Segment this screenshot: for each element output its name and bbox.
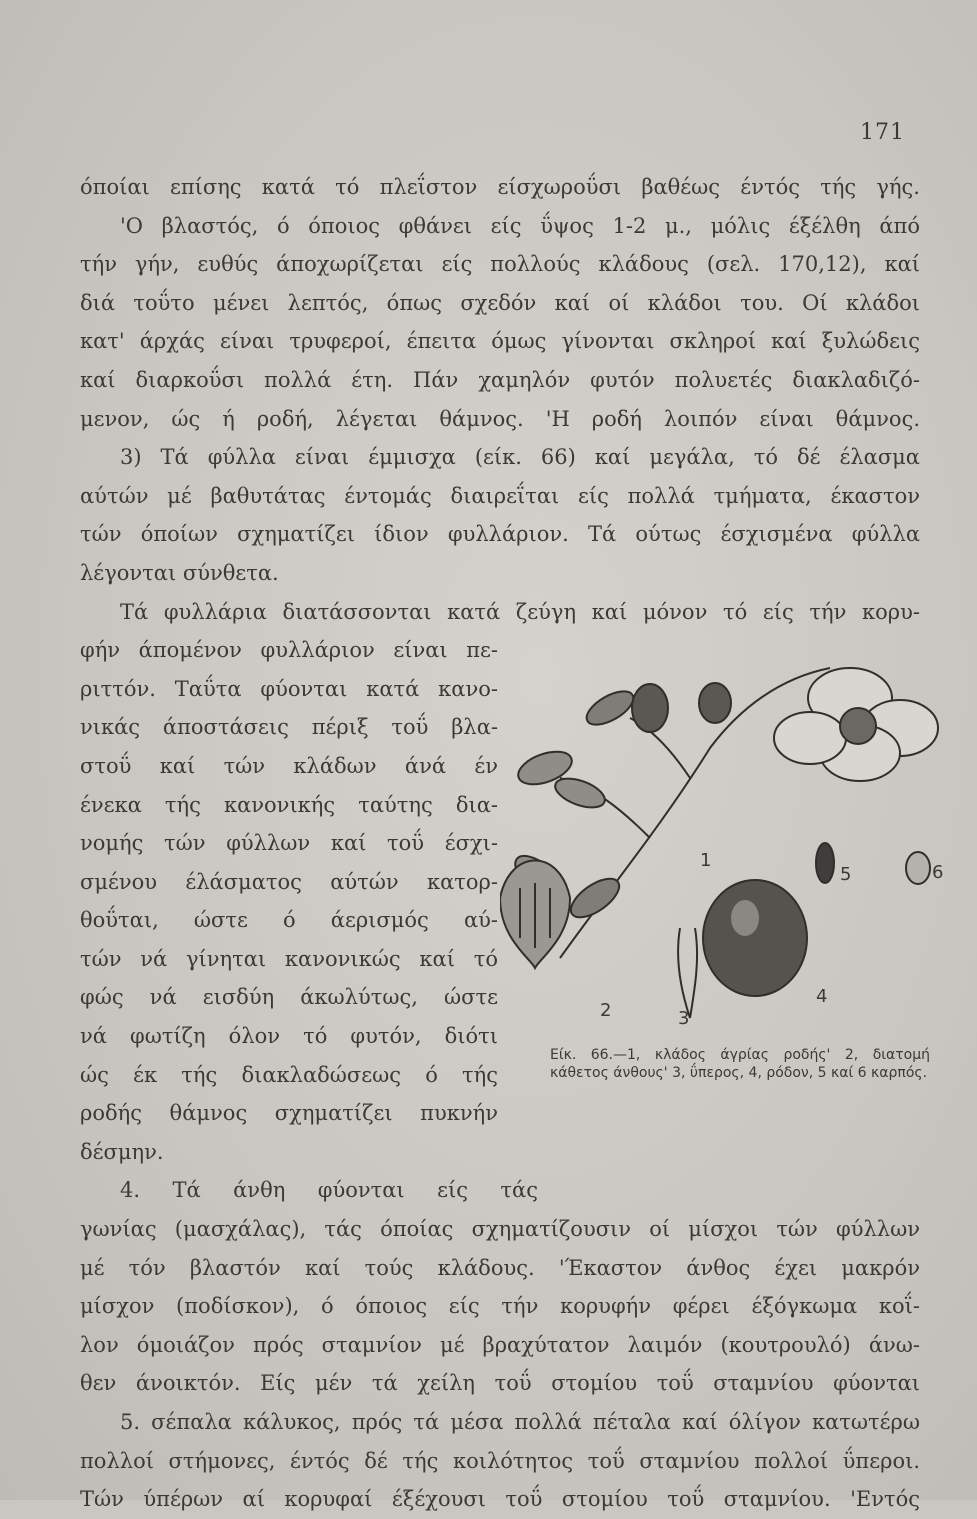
rose-flower	[774, 668, 938, 781]
figure-label: 5	[840, 864, 852, 885]
figure-label: 1	[700, 850, 712, 871]
text-line: γωνίας (μασχάλας), τάς όποίας σχηματίζουσιν οί μίσχοι τών φύλλων	[80, 1217, 920, 1242]
text-line: νικάς άποστάσεις πέριξ τοΰ βλα-	[80, 715, 498, 740]
text-line: ριττόν. Ταΰτα φύονται κατά κανο-	[80, 676, 498, 701]
text-line: ροδής θάμνος σχηματίζει πυκνήν	[80, 1101, 498, 1126]
figure-label: 6	[932, 862, 944, 883]
text-line: φώς νά εισδύη άκωλύτως, ώστε	[80, 985, 498, 1010]
flower-section	[500, 861, 570, 969]
text-line: 5. σέπαλα κάλυκος, πρός τά μέσα πολλά πέταλα καί όλίγον κατωτέρω	[120, 1410, 920, 1434]
text-line: μενον, ώς ή ροδή, λέγεται θάμνος. 'Η ροδή λοιπόν είναι θάμνος.	[80, 406, 920, 431]
figure-label: 2	[600, 1000, 612, 1021]
figure-label: 3	[678, 1008, 690, 1029]
page-number: 171	[860, 120, 905, 145]
text-line: νομής τών φύλλων καί τοΰ έσχι-	[80, 831, 498, 856]
text-line: αύτών μέ βαθυτάτας έντομάς διαιρεΐται είς πολλά τμήματα, έκαστον	[80, 483, 920, 508]
rose-illustration	[500, 628, 944, 1029]
text-line: νά φωτίζη όλον τό φυτόν, διότι	[80, 1024, 498, 1049]
text-line: θοΰται, ώστε ό άερισμός αύ-	[80, 908, 498, 933]
rose-hip	[703, 880, 807, 996]
figure-caption: Είκ. 66.—1, κλάδος άγρίας ροδής' 2, διατομή κάθετος άνθους' 3, ΰπερος, 4, ρόδον, 5 καί 6 καρπός.	[550, 1047, 930, 1081]
text-line: ώς έκ τής διακλαδώσεως ό τής	[80, 1062, 498, 1087]
text-line: διά τοΰτο μένει λεπτός, όπως σχεδόν καί οί κλάδοι του. Οί κλάδοι	[80, 290, 920, 315]
rose-drawing	[500, 628, 940, 1028]
text-line: 3) Τά φύλλα είναι έμμισχα (είκ. 66) καί μεγάλα, τό δέ έλασμα	[120, 445, 920, 470]
text-line: τών όποίων σχηματίζει ίδιον φυλλάριον. Τά ούτως έσχισμένα φύλλα	[80, 522, 920, 547]
text-line: θεν άνοικτόν. Είς μέν τά χείλη τοΰ στομίου τοΰ σταμνίου φύονται	[80, 1371, 920, 1396]
figure-label: 4	[816, 986, 828, 1007]
text-line: τών νά γίνηται κανονικώς καί τό	[80, 946, 498, 971]
text-line: ένεκα τής κανονικής ταύτης δια-	[80, 792, 498, 817]
text-line: σμένου έλάσματος αύτών κατορ-	[80, 869, 498, 894]
text-line: λέγονται σύνθετα.	[80, 560, 279, 585]
text-line: λον όμοιάζον πρός σταμνίον μέ βραχύτατον λαιμόν (κουτρουλό) άνω-	[80, 1332, 920, 1357]
text-line: τήν γήν, ευθύς άποχωρίζεται είς πολλούς κλάδους (σελ. 170,12), καί	[80, 252, 920, 277]
text-line: δέσμην.	[80, 1139, 164, 1164]
text-line: 'Ο βλαστός, ό όποιος φθάνει είς ΰψος 1-2 μ., μόλις έξέλθη άπό	[120, 213, 920, 238]
text-line: στοΰ καί τών κλάδων άνά έν	[80, 753, 498, 778]
text-line: όποίαι επίσης κατά τό πλεΐστον είσχωροΰσι βαθέως έντός τής γής.	[80, 175, 920, 199]
text-line: Τών ύπέρων αί κορυφαί έξέχουσι τοΰ στομίου τοΰ σταμνίου. 'Εντός	[80, 1487, 920, 1512]
text-line: φήν άπομένον φυλλάριον είναι πε-	[80, 638, 498, 663]
text-line: πολλοί στήμονες, έντός δέ τής κοιλότητος τοΰ σταμνίου πολλοί ΰπεροι.	[80, 1448, 920, 1473]
text-line: 4. Τά άνθη φύονται είς τάς	[120, 1178, 538, 1203]
text-line: Τά φυλλάρια διατάσσονται κατά ζεύγη καί μόνον τό είς τήν κορυ-	[120, 599, 920, 624]
text-line: κατ' άρχάς είναι τρυφεροί, έπειτα όμως γίνονται σκληροί καί ξυλώδεις	[80, 329, 920, 354]
text-line: μίσχον (ποδίσκον), ό όποιος είς τήν κορυφήν φέρει έξόγκωμα κοΐ-	[80, 1294, 920, 1319]
text-line: μέ τόν βλαστόν καί τούς κλάδους. 'Έκαστον άνθος έχει μακρόν	[80, 1255, 920, 1280]
text-line: καί διαρκοΰσι πολλά έτη. Πάν χαμηλόν φυτόν πολυετές διακλαδιζό-	[80, 367, 920, 392]
